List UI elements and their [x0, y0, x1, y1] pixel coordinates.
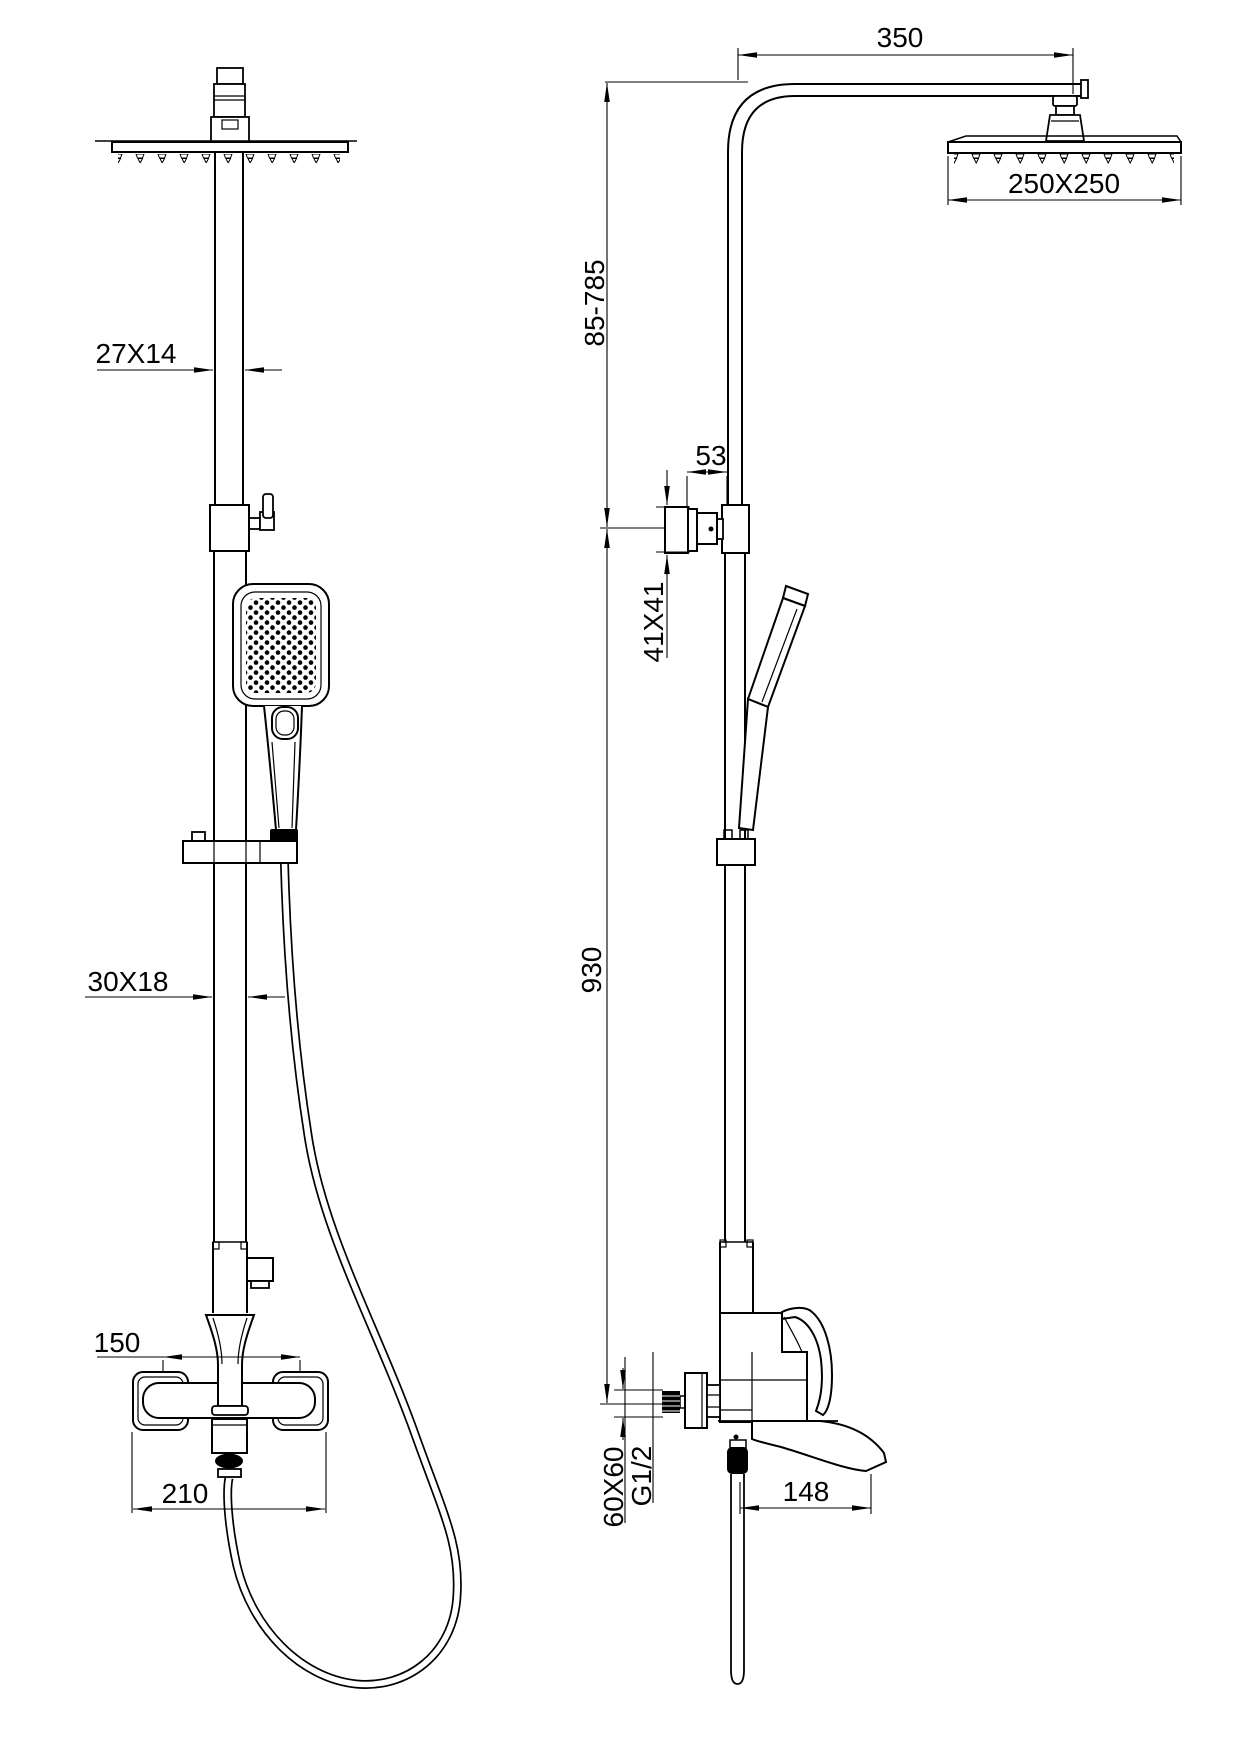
riser-column-front [213, 152, 273, 1313]
arm-end-cap [1081, 80, 1088, 98]
hose-coupling-nut-side [727, 1447, 748, 1474]
hand-shower-head-side [748, 598, 805, 707]
tub-spout [752, 1421, 886, 1471]
slider-knob-side [697, 513, 717, 544]
mixer-valve-side [662, 1308, 886, 1684]
holder-clip [192, 832, 205, 841]
head-swivel-cone [1046, 115, 1084, 141]
dim-lower-bar-label: 30X18 [87, 966, 169, 997]
mixer-body-side [720, 1313, 807, 1422]
wall-escutcheon [685, 1373, 707, 1428]
upper-tube-front [215, 152, 243, 505]
inlet-thread [662, 1391, 680, 1413]
holder-bracket-side [717, 839, 755, 865]
slider-bracket-side [665, 505, 749, 553]
slider-block-side [722, 505, 749, 553]
slider-block-front [210, 505, 249, 551]
dim-escutcheon-size-label: 60X60 [598, 1446, 629, 1528]
spray-nozzles-side [954, 153, 1174, 164]
hand-shower-spray-face [246, 598, 316, 693]
knob-stem [249, 518, 260, 529]
spout-screw [734, 1435, 739, 1440]
lower-tube-side [725, 553, 745, 1242]
bottom-tube-section-front [213, 1242, 247, 1313]
front-view [85, 68, 457, 1684]
holder-bracket [183, 841, 297, 863]
shower-arm-connector-cap [217, 68, 243, 84]
side-dimensions [576, 22, 1181, 1527]
dim-upper-bar-label: 27X14 [95, 338, 177, 369]
knob-flange [688, 509, 697, 551]
dim-bracket-offset-label: 53 [695, 440, 727, 471]
rain-shower-head-front [95, 68, 357, 163]
dim-mixer-width-label: 210 [161, 1478, 209, 1509]
dim-height-adjust-label: 85-785 [579, 259, 610, 347]
dim-spout-reach-label: 148 [782, 1476, 830, 1507]
head-plate-front [112, 142, 348, 152]
mixer-valve-front [133, 1315, 328, 1477]
dim-mounting-centers-label: 150 [93, 1327, 141, 1358]
dim-bracket-size-label: 41X41 [638, 581, 669, 663]
hand-shower-handle-side [739, 699, 768, 830]
hand-shower-side [717, 586, 808, 865]
shower-hose-side [731, 1474, 744, 1684]
dim-arm-reach-label: 350 [876, 22, 924, 53]
spray-nozzles-front [118, 152, 340, 163]
bottom-tube-section-side [720, 1242, 753, 1313]
side-view [576, 22, 1181, 1684]
dim-column-height-label: 930 [576, 946, 607, 994]
hose-coupling-nut-front [215, 1454, 243, 1469]
dim-head-size-label: 250X250 [1007, 168, 1121, 199]
hand-shower-front [233, 584, 329, 830]
head-plate-side [948, 142, 1181, 153]
inlet-hex-nut [707, 1385, 720, 1417]
ball-joint-nut [1053, 96, 1077, 106]
dim-inlet-thread-label: G1/2 [626, 1445, 657, 1507]
hose-outlet-boss [247, 1258, 273, 1281]
knob-face-plate [665, 507, 688, 553]
knob-lever [263, 494, 273, 518]
hose-connector-front [212, 1419, 247, 1453]
